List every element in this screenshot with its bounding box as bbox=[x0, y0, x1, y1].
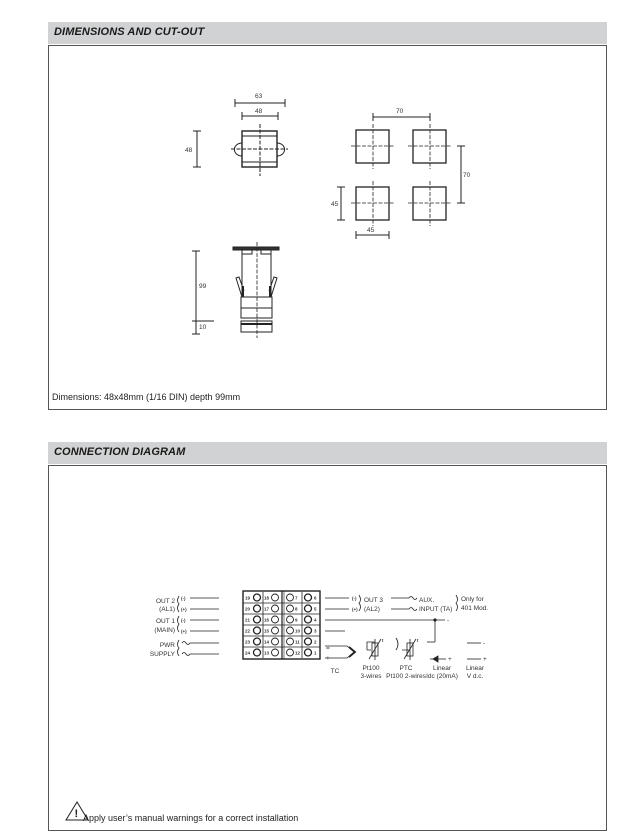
terminal-number: 1 bbox=[314, 650, 317, 656]
terminal-number: 15 bbox=[264, 628, 270, 634]
connection-panel bbox=[48, 465, 607, 831]
out3-neg: (-) bbox=[352, 596, 357, 601]
input-linear-idc: Linear bbox=[432, 665, 452, 672]
terminal-block bbox=[243, 591, 320, 659]
terminal-number: 10 bbox=[295, 628, 301, 634]
screw-terminal bbox=[254, 627, 261, 634]
terminal-number: 6 bbox=[314, 595, 317, 601]
connection-section-header bbox=[48, 442, 607, 464]
pol-neg-1: (-) bbox=[181, 596, 186, 601]
label-input-ta: INPUT (TA) bbox=[419, 606, 453, 613]
open-terminal bbox=[287, 627, 294, 634]
pol-pos-1: (+) bbox=[181, 607, 187, 612]
input-pt100: Pt100 bbox=[362, 665, 380, 672]
label-main: (MAIN) bbox=[154, 627, 175, 634]
label-al2: (AL2) bbox=[364, 606, 380, 613]
terminal-number: 20 bbox=[245, 606, 251, 612]
screw-terminal bbox=[254, 605, 261, 612]
screw-terminal bbox=[254, 649, 261, 656]
input-linear-vdc-sub: V d.c. bbox=[466, 673, 484, 680]
open-terminal bbox=[272, 605, 279, 612]
label-out1: OUT 1 bbox=[155, 618, 175, 625]
label-aux: AUX. bbox=[419, 597, 435, 604]
terminal-number: 9 bbox=[295, 617, 298, 623]
side-view-body bbox=[233, 242, 279, 338]
terminal-number: 22 bbox=[245, 628, 251, 634]
open-terminal bbox=[272, 649, 279, 656]
dim-line-depth bbox=[192, 251, 214, 334]
terminal-number: 21 bbox=[245, 617, 251, 623]
screw-terminal bbox=[305, 605, 312, 612]
warning-text: Apply user’s manual warnings for a correct installation bbox=[83, 813, 299, 823]
ptc-t: t bbox=[417, 638, 419, 643]
tc-minus: = bbox=[326, 645, 330, 652]
label-overall-width: 63 bbox=[255, 93, 263, 100]
terminal-number: 11 bbox=[295, 639, 300, 645]
open-terminal bbox=[287, 616, 294, 623]
input-ptc-sub: Pt100 2-wires bbox=[386, 673, 426, 680]
pt100-t: t bbox=[382, 638, 384, 643]
screw-terminal bbox=[305, 627, 312, 634]
label-out2: OUT 2 bbox=[155, 598, 175, 605]
screw-terminal bbox=[254, 616, 261, 623]
label-body-width: 48 bbox=[255, 108, 263, 115]
label-cut-width: 45 bbox=[367, 227, 375, 234]
terminal-number: 7 bbox=[295, 595, 298, 601]
dimensions-title: DIMENSIONS AND CUT-OUT bbox=[54, 26, 205, 38]
label-supply: SUPPLY bbox=[149, 651, 175, 658]
dim-line-height bbox=[193, 131, 201, 167]
screw-terminal bbox=[305, 616, 312, 623]
terminal-number: 12 bbox=[295, 650, 301, 656]
terminal-number: 19 bbox=[245, 595, 251, 601]
input-tc: TC bbox=[330, 668, 340, 675]
terminal-number: 23 bbox=[245, 639, 251, 645]
terminal-number: 16 bbox=[264, 617, 270, 623]
dimensions-panel bbox=[48, 45, 607, 410]
open-terminal bbox=[287, 605, 294, 612]
label-horizontal-pitch: 70 bbox=[396, 108, 404, 115]
screw-terminal bbox=[305, 594, 312, 601]
left-wires bbox=[178, 596, 220, 656]
open-terminal bbox=[287, 638, 294, 645]
label-cut-height: 45 bbox=[331, 201, 339, 208]
label-out3: OUT 3 bbox=[364, 597, 384, 604]
input-ptc: PTC bbox=[399, 665, 413, 672]
connection-title: CONNECTION DIAGRAM bbox=[54, 446, 186, 458]
open-terminal bbox=[272, 638, 279, 645]
terminal-number: 24 bbox=[245, 650, 251, 656]
terminal-number: 3 bbox=[314, 628, 317, 634]
terminal-number: 2 bbox=[314, 639, 317, 645]
open-terminal bbox=[287, 649, 294, 656]
terminal-number: 14 bbox=[264, 639, 270, 645]
terminal-number: 4 bbox=[314, 617, 317, 623]
dimensions-drawing bbox=[49, 46, 606, 409]
terminal-number: 5 bbox=[314, 606, 317, 612]
terminal-number: 17 bbox=[264, 606, 270, 612]
dimensions-caption: Dimensions: 48x48mm (1/16 DIN) depth 99mm bbox=[52, 392, 241, 402]
dimensions-section-header bbox=[48, 22, 607, 44]
label-height: 48 bbox=[185, 147, 193, 154]
open-terminal bbox=[272, 616, 279, 623]
screw-terminal bbox=[305, 638, 312, 645]
screw-terminal bbox=[254, 594, 261, 601]
label-al1: (AL1) bbox=[159, 606, 175, 613]
front-view-body bbox=[231, 124, 288, 176]
open-terminal bbox=[272, 594, 279, 601]
terminal-row bbox=[245, 592, 317, 603]
screw-terminal bbox=[254, 638, 261, 645]
sign-plus-1: + bbox=[448, 656, 452, 663]
label-front-thickness: 10 bbox=[199, 324, 207, 331]
input-linear-vdc: Linear bbox=[465, 665, 485, 672]
input-pt100-sub: 3-wires bbox=[360, 673, 382, 680]
terminal-number: 8 bbox=[295, 606, 298, 612]
pol-pos-2: (+) bbox=[181, 629, 187, 634]
sign-minus-2: - bbox=[483, 640, 486, 647]
svg-text:!: ! bbox=[74, 808, 79, 820]
open-terminal bbox=[287, 594, 294, 601]
label-vertical-pitch: 70 bbox=[463, 172, 471, 179]
cutout-squares bbox=[351, 124, 452, 226]
terminal-number: 18 bbox=[264, 595, 270, 601]
label-401-mod: 401 Mod. bbox=[461, 605, 489, 612]
sign-plus-2: + bbox=[483, 656, 487, 663]
open-terminal bbox=[272, 627, 279, 634]
out3-pos: (+) bbox=[352, 607, 358, 612]
pol-neg-2: (-) bbox=[181, 618, 186, 623]
tc-plus: + bbox=[326, 655, 330, 662]
label-only-for: Only for bbox=[461, 596, 484, 603]
terminal-number: 13 bbox=[264, 650, 270, 656]
connection-drawing bbox=[49, 466, 606, 830]
screw-terminal bbox=[305, 649, 312, 656]
label-depth: 99 bbox=[199, 283, 207, 290]
input-linear-idc-sub: Idc (20mA) bbox=[426, 673, 458, 680]
dim-line-overall-width bbox=[235, 99, 285, 107]
right-wires bbox=[325, 595, 481, 662]
sign-minus-1: - bbox=[447, 617, 450, 624]
label-pwr: PWR bbox=[159, 642, 175, 649]
